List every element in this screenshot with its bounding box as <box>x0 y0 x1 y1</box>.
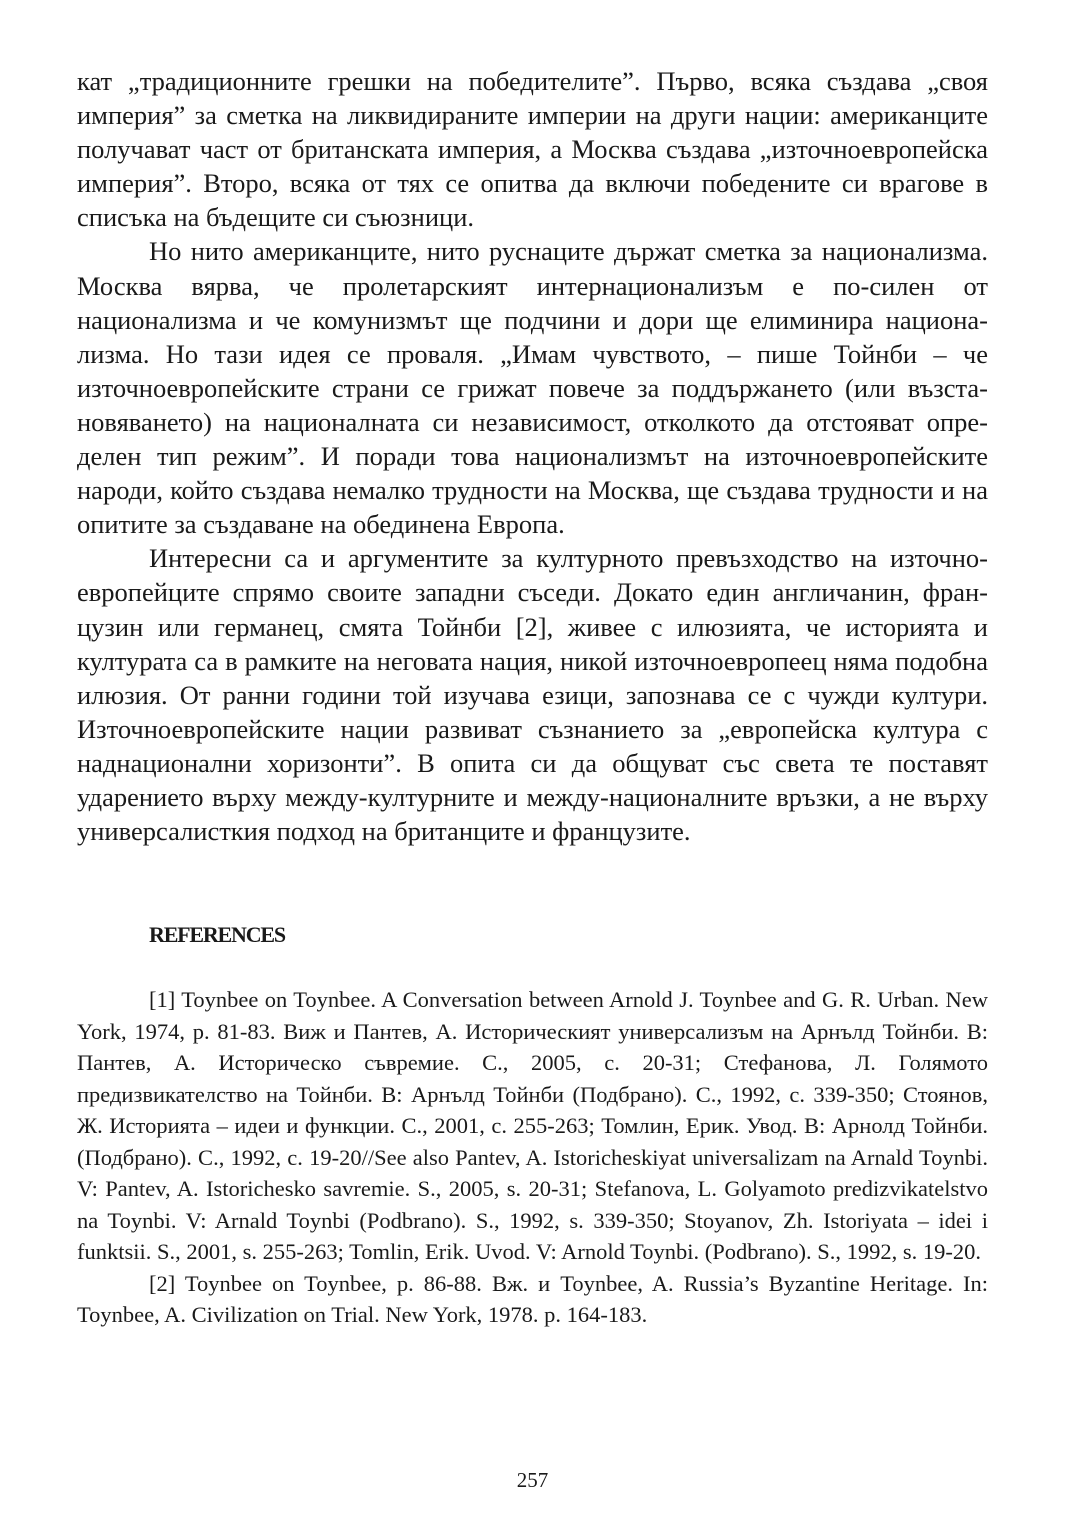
reference-item-2: [2] Toynbee on Toynbee, p. 86-88. Вж. и Toynbee, A. Russia’s Byzantine Heritage. In: Toynbee, A. Civilization on Trial. New York, 1978. p. 164-183. <box>77 1270 988 1327</box>
paragraph-1: кат „традиционните грешки на победителите”. Първо, всяка създава „своя империя” за сметка на ликвидираните империи на други нации: американците получават част от британската империя, а Москва създава „източноевропейска империя”. Второ, всяка от тях се опитва да включи победените си врагове в списъка на бъдещите си съюзници. <box>77 66 988 233</box>
body-text <box>77 64 988 848</box>
references-list <box>77 984 988 1331</box>
document-page <box>77 64 988 1514</box>
reference-item-1: [1] Toynbee on Toynbee. A Conversation between Arnold J. Toynbee and G. R. Urban. New York, 1974, p. 81-83. Виж и Пантев, А. Историческият универсализъм на Арнълд Тойнби. В: Пантев, А. Историческо съвремие. С., 2005, с. 20-31; Стефанова, Л. Голямото предизвикателство на Тойнби. В: Арнълд Тойнби (Подбрано). С., 1992, с. 339-350; Стоянов, Ж. Историята – идеи и функции. С., 2001, с. 255-263; Томлин, Ерик. Увод. В: Арнолд Тойнби. (Подбрано). С., 1992, с. 19-20//See also Pantev, A. Istoricheskiyat universalizam na Arnald Toynbi. V: Pantev, A. Istorichesko savremie. S., 2005, s. 20-31; Stefanova, L. Golyamoto predizvikatelstvo na Toynbi. V: Arnald Toynbi (Podbrano). S., 1992, s. 339-350; Stoyanov, Zh. Istoriyata – idei i funktsii. S., 2001, s. 255-263; Tomlin, Erik. Uvod. V: Arnold Toynbi. (Podbrano). S., 1992, s. 19-20. <box>77 987 988 1264</box>
paragraph-2: Но нито американците, нито руснаците държат сметка за национализма. Москва вярва, че пролетарският интернационализъм е по-силен от национализма и че комунизмът ще подчини и дори ще елиминира национализма. Но тази идея се проваля. „Имам чувството, – пише Тойнби – че източноевропейските страни се грижат повече за поддържането (или възстановяването) на националната си независимост, отколкото да отстояват определен тип режим”. И поради това национализмът на източноевропейските народи, който създава немалко трудности на Москва, ще създава трудности и на опитите за създаване на обединена Европа. <box>77 236 988 540</box>
paragraph-3: Интересни са и аргументите за културното превъзходство на източноевропейците спрямо своите западни съседи. Докато един англичанин, французин или германец, смята Тойнби [2], живее с илюзията, че историята и културата са в рамките на неговата нация, никой източноевропеец няма подобна илюзия. От ранни години той изучава езици, запознава се с чужди култури. Източноевропейските нации развиват съзнанието за „европейска култура с наднационални хоризонти”. В опита си да общуват със света те поставят ударението върху между-културните и между-националните връзки, а не върху универсалисткия подход на британците и французите. <box>77 543 988 847</box>
page-number: 257 <box>516 1468 549 1492</box>
references-heading: REFERENCES <box>149 922 285 947</box>
